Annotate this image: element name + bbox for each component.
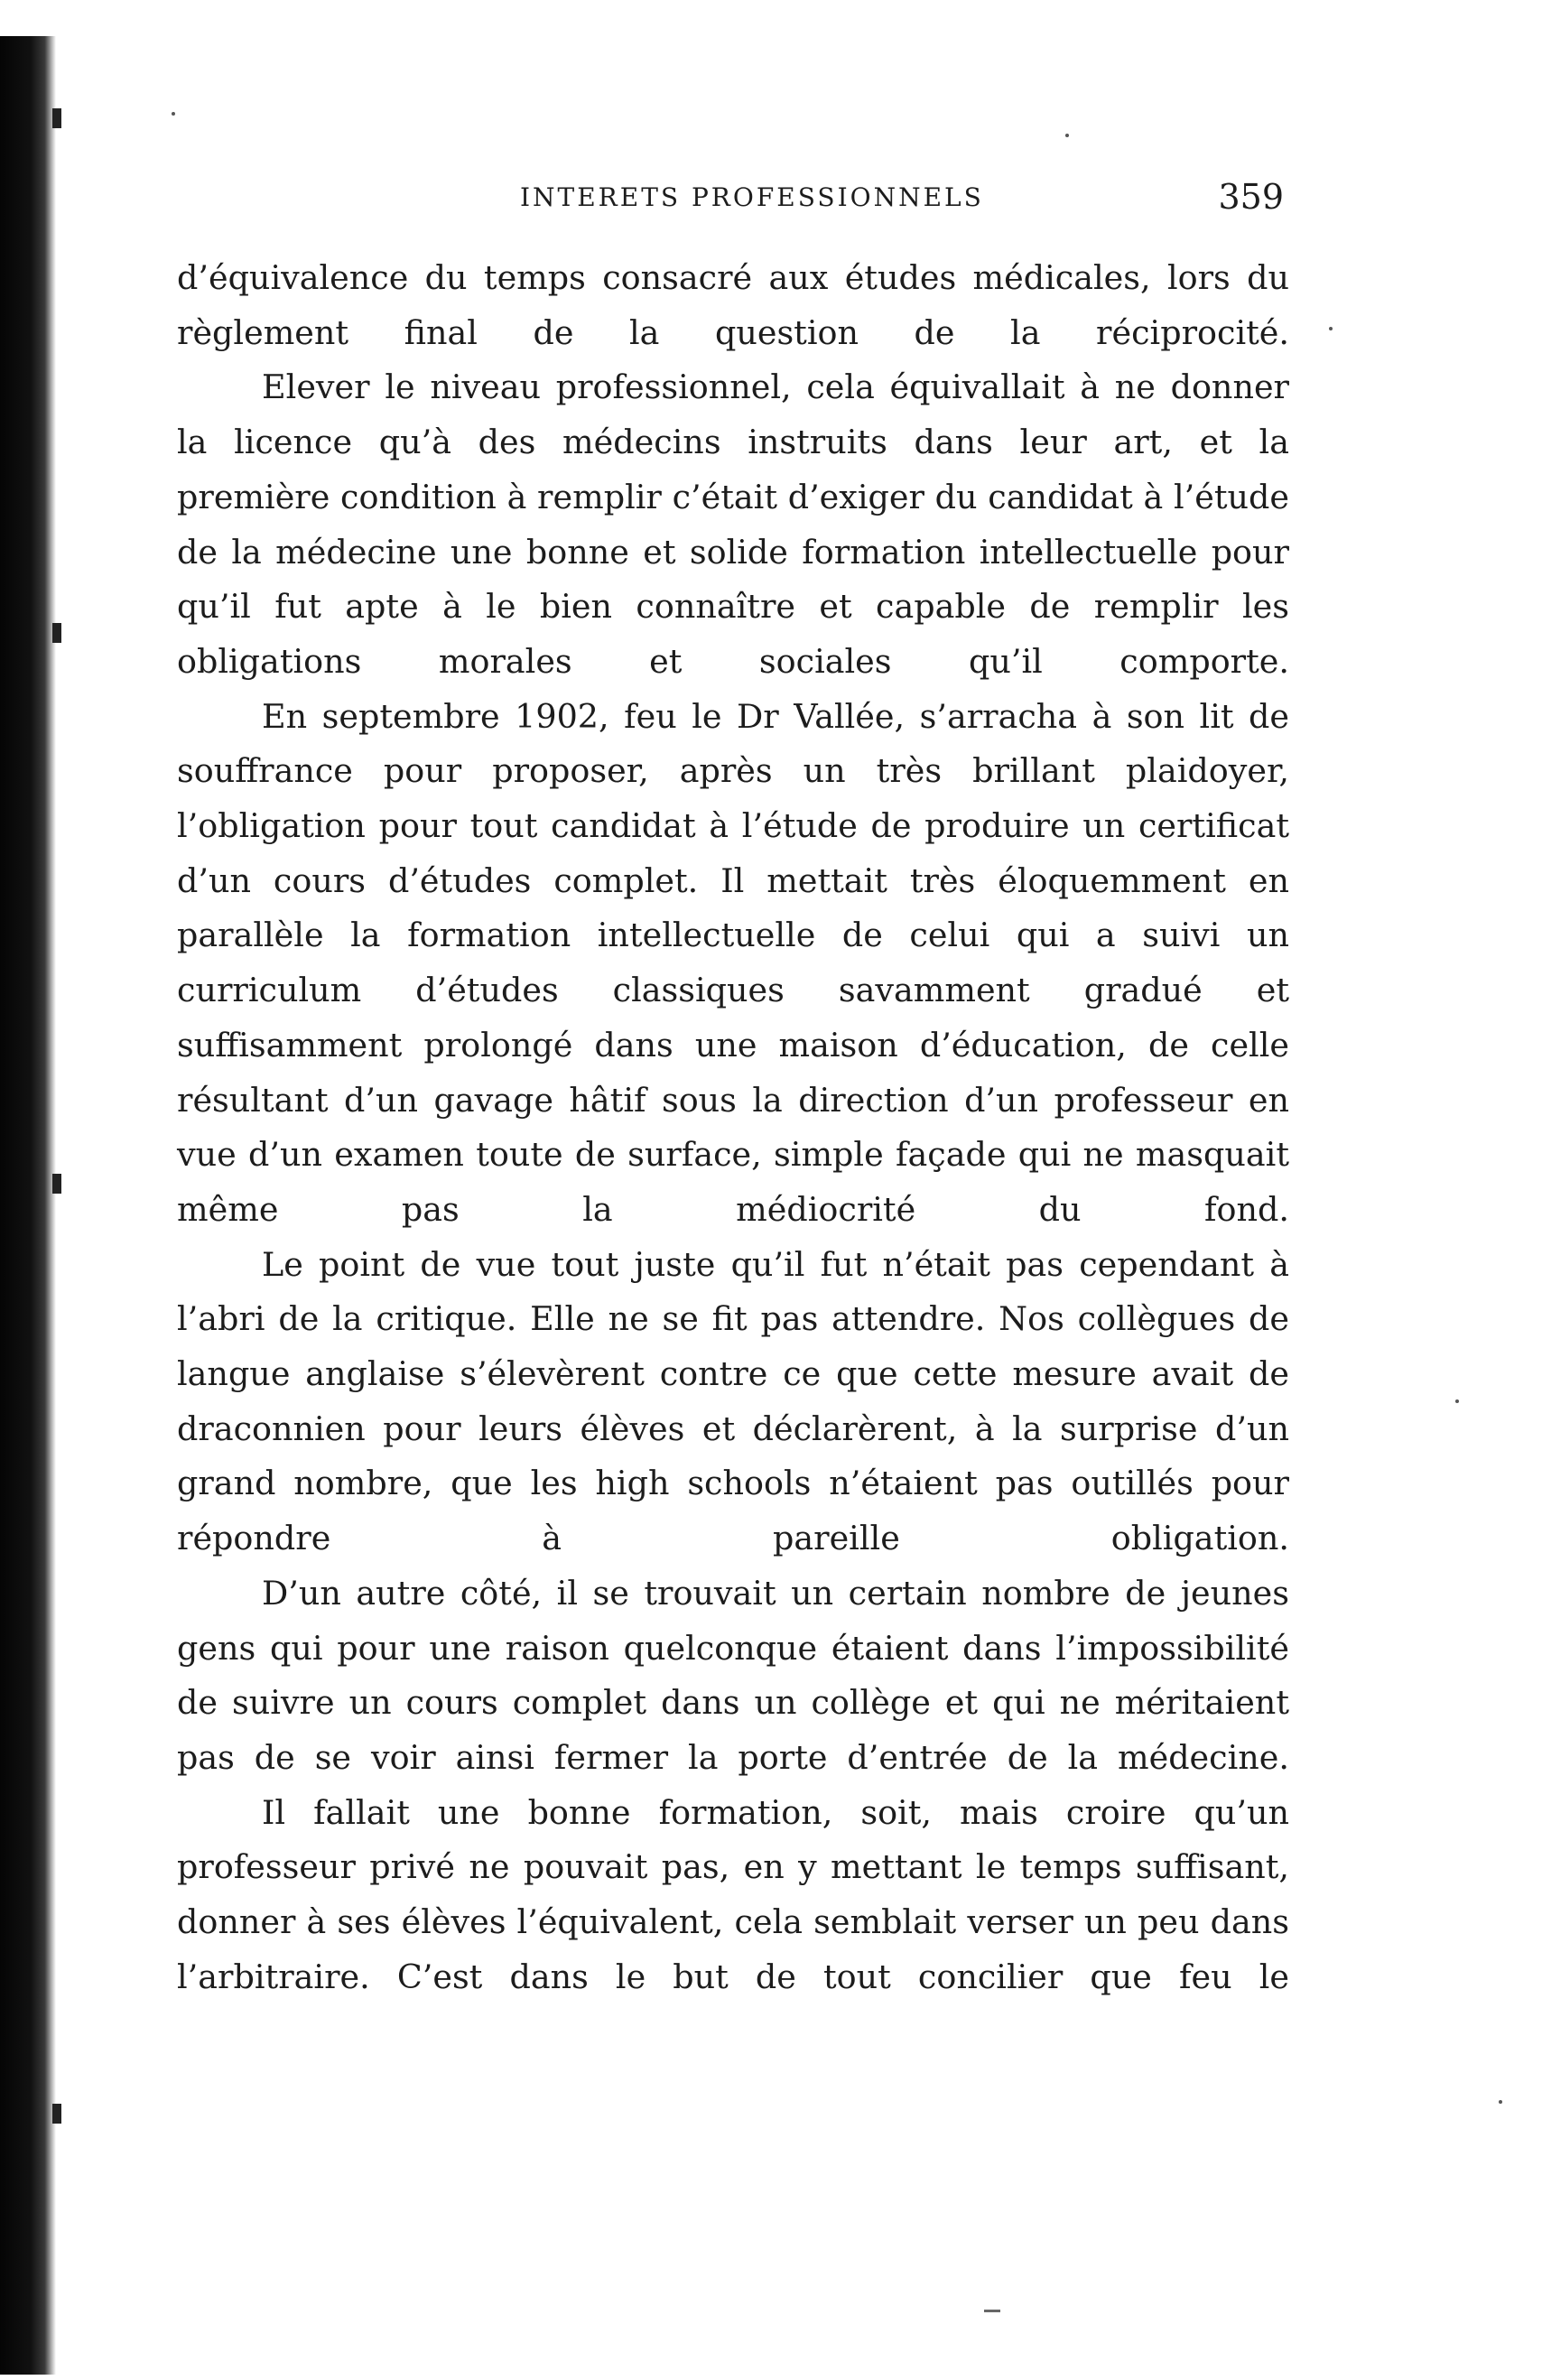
paragraph-4: Le point de vue tout juste qu’il fut n’était pas cependant à l’abri de la critique. Elle ne se fit pas attendre. Nos collègues de langue anglaise s’élevèrent contre ce que cette mesure avait de draconnien pour leurs élèves et déclarèrent, à la surprise d’un grand nombre, que les high schools n’étaient pas outillés pour répondre à pareille obligation.: [177, 1244, 1289, 1558]
running-head: [177, 177, 1289, 231]
paragraph-1: d’équivalence du temps consacré aux études médicales, lors du règlement final de la question de la réciprocité.: [177, 258, 1289, 352]
binding-notch: [52, 2104, 61, 2124]
running-head-title: INTERETS PROFESSIONNELS: [520, 182, 984, 212]
paragraph-5: D’un autre côté, il se trouvait un certain nombre de jeunes gens qui pour une raison quelconque étaient dans l’impossibilité de suivre un cours complet dans un collège et qui ne méritaient pas de se voir ainsi fermer la porte d’entrée de la médecine.: [177, 1573, 1289, 1777]
scanned-binding-edge: [0, 36, 56, 2375]
paragraph-3: En septembre 1902, feu le Dr Vallée, s’arracha à son lit de souffrance pour proposer, après un très brillant plaidoyer, l’obligation pour tout candidat à l’étude de produire un certificat d’un cours d’études complet. Il mettait très éloquemment en parallèle la formation intellectuelle de celui qui a suivi un curriculum d’études classiques savamment gradué et suffisamment prolongé dans une maison d’éducation, de celle résultant d’un gavage hâtif sous la direction d’un professeur en vue d’un examen toute de surface, simple façade qui ne masquait même pas la médiocrité du fond.: [177, 696, 1289, 1229]
scan-speck: [1329, 327, 1333, 330]
body-text: [177, 251, 1289, 2005]
scan-speck: [1499, 2100, 1502, 2104]
binding-notch: [52, 108, 61, 128]
paragraph-6: Il fallait une bonne formation, soit, mais croire qu’un professeur privé ne pouvait pas, en y mettant le temps suffisant, donner à ses élèves l’équivalent, cela semblait verser un peu dans l’arbitraire. C’est dans le but de tout concilier que feu le: [177, 1792, 1289, 1996]
paragraph-2: Elever le niveau professionnel, cela équivallait à ne donner la licence qu’à des médecins instruits dans leur art, et la première condition à remplir c’était d’exiger du candidat à l’étude de la médecine une bonne et solide formation intellectuelle pour qu’il fut apte à le bien connaître et capable de remplir les obligations morales et sociales qu’il comporte.: [177, 367, 1289, 681]
scan-mark: [984, 2310, 1000, 2312]
binding-notch: [52, 1174, 61, 1194]
page-number: 359: [1218, 177, 1284, 217]
scan-speck: [1455, 1399, 1459, 1403]
scan-speck: [1065, 134, 1069, 137]
binding-notch: [52, 623, 61, 643]
scan-speck: [172, 112, 175, 116]
